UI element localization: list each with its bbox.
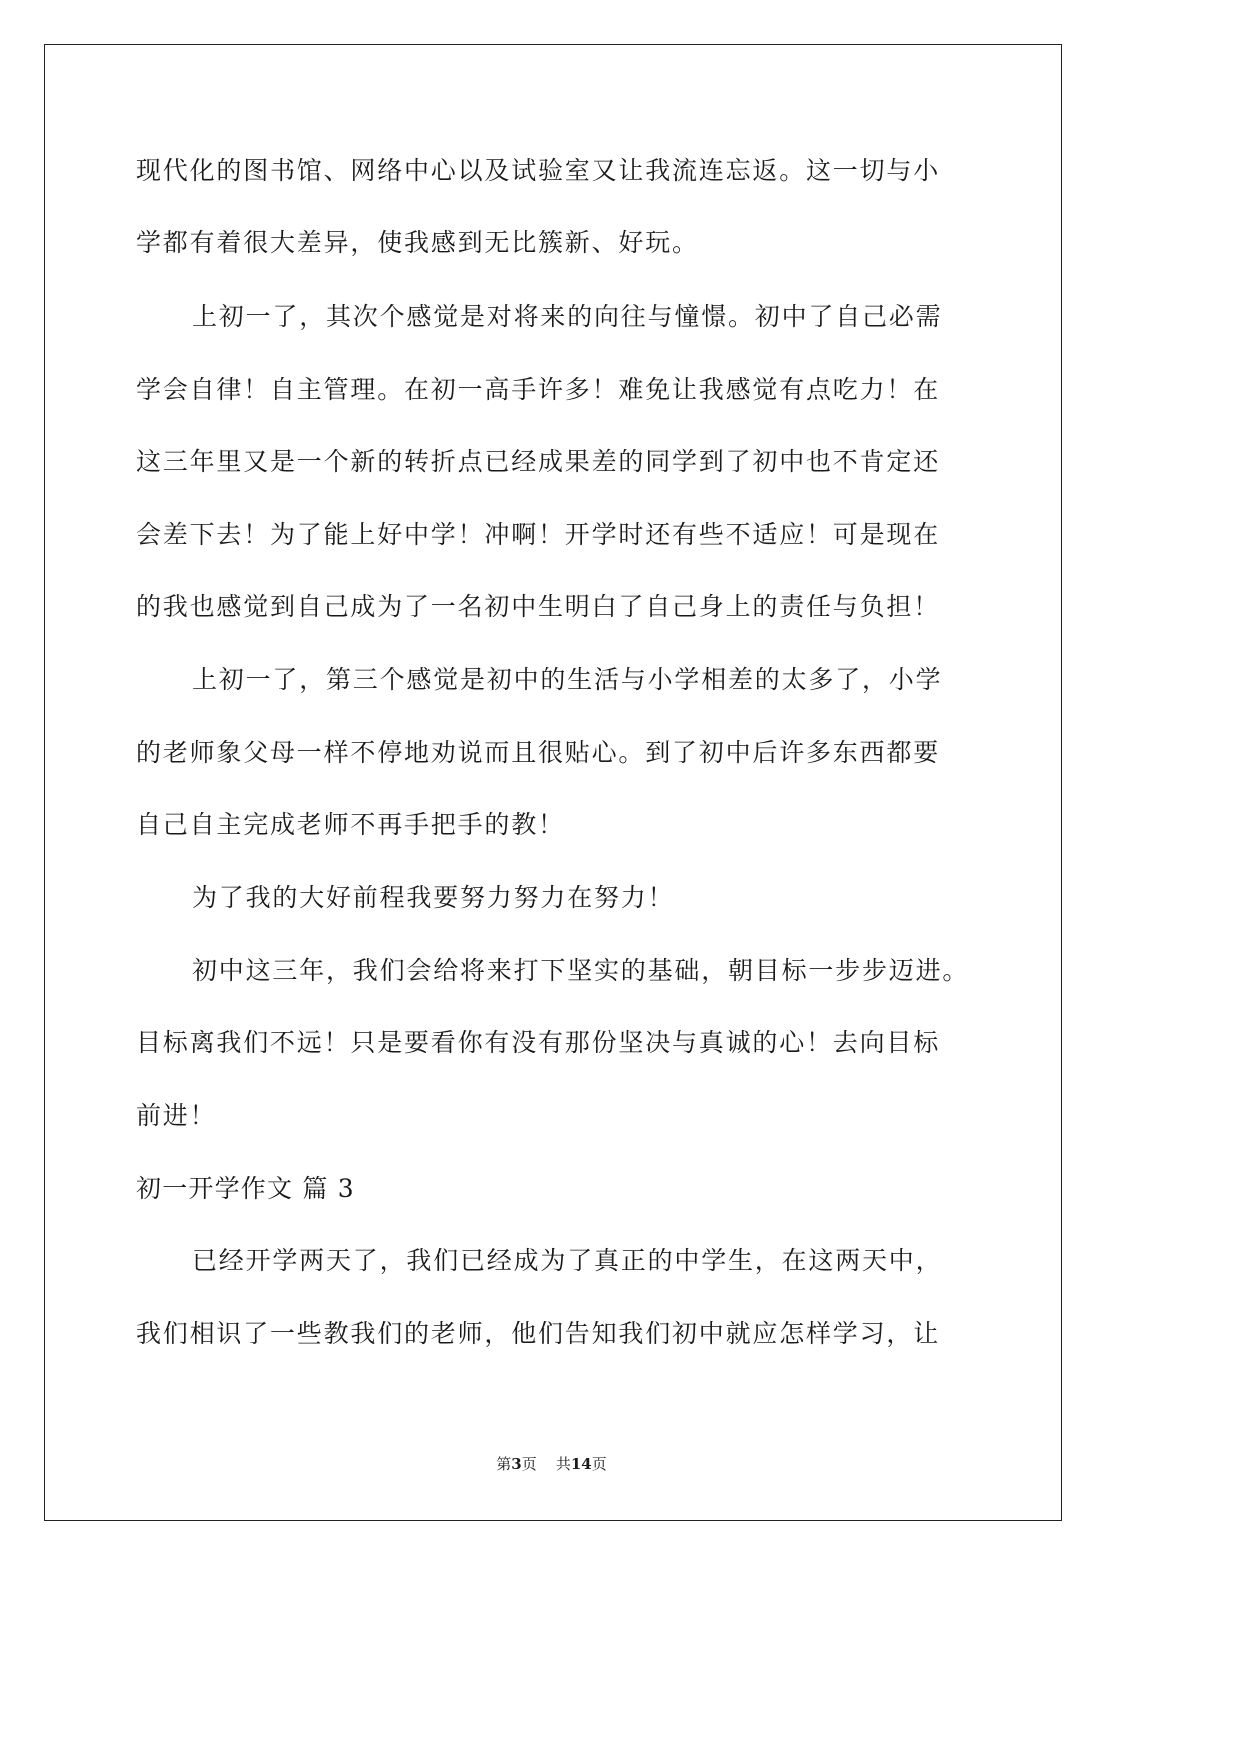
paragraph-first-line: 已经开学两天了，我们已经成为了真正的中学生，在这两天中， [192, 1246, 943, 1275]
paragraph-first-line: 上初一了，其次个感觉是对将来的向往与憧憬。初中了自己必需 [192, 302, 943, 331]
paragraph-line: 自己自主完成老师不再手把手的教！ [136, 810, 565, 839]
paragraph-line: 前进！ [136, 1101, 217, 1130]
paragraph-line: 学都有着很大差异，使我感到无比簇新、好玩。 [136, 228, 699, 257]
paragraph-line: 会差下去！为了能上好中学！冲啊！开学时还有些不适应！可是现在 [136, 520, 941, 549]
paragraph-line: 的老师象父母一样不停地劝说而且很贴心。到了初中后许多东西都要 [136, 738, 941, 767]
paragraph-line: 学会自律！自主管理。在初一高手许多！难免让我感觉有点吃力！在 [136, 375, 941, 404]
paragraph-line: 的我也感觉到自己成为了一名初中生明白了自己身上的责任与负担！ [136, 592, 941, 621]
paragraph-line: 目标离我们不远！只是要看你有没有那份坚决与真诚的心！去向目标 [136, 1028, 941, 1057]
paragraph-line: 我们相识了一些教我们的老师，他们告知我们初中就应怎样学习，让 [136, 1319, 941, 1348]
page-border [44, 44, 1062, 1521]
paragraph-first-line: 上初一了，第三个感觉是初中的生活与小学相差的太多了，小学 [192, 665, 943, 694]
total-pages-number: 14 [570, 1455, 592, 1473]
section-heading: 初一开学作文 篇 3 [136, 1174, 355, 1203]
paragraph-first-line: 初中这三年，我们会给将来打下坚实的基础，朝目标一步步迈进。 [192, 956, 970, 985]
footer-total-prefix: 共 [555, 1455, 571, 1473]
paragraph-first-line: 为了我的大好前程我要努力努力在努力！ [192, 883, 675, 912]
footer-total-unit: 页 [591, 1455, 607, 1473]
footer-prefix: 第 [496, 1455, 512, 1473]
footer-page-unit: 页 [521, 1455, 537, 1473]
paragraph-line: 现代化的图书馆、网络中心以及试验室又让我流连忘返。这一切与小 [136, 156, 941, 185]
paragraph-line: 这三年里又是一个新的转折点已经成果差的同学到了初中也不肯定还 [136, 447, 941, 476]
current-page-number: 3 [511, 1455, 522, 1473]
page-footer [0, 1454, 1103, 1474]
